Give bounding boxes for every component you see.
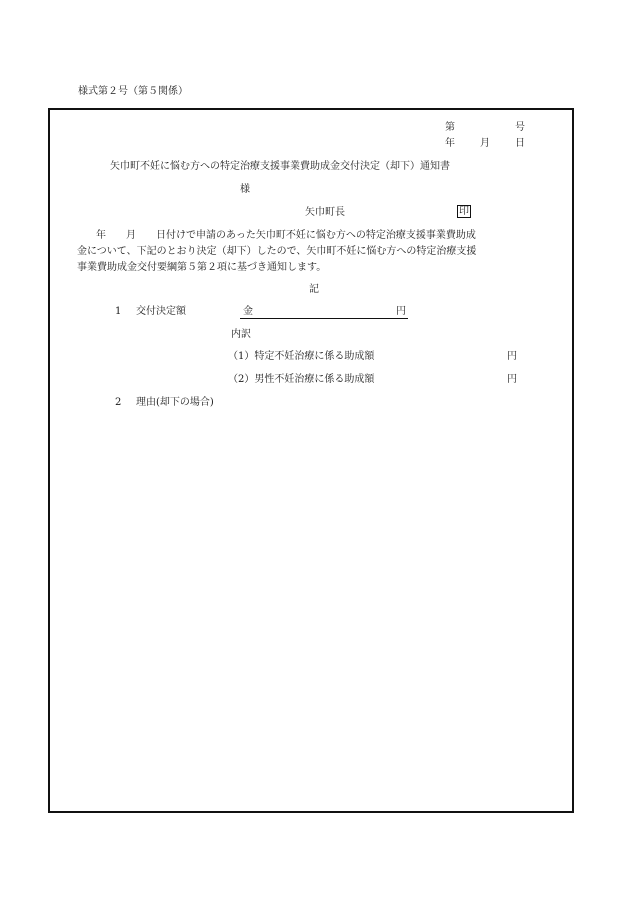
addressee-suffix: 様 [240, 184, 250, 195]
item1-label: 交付決定額 [136, 306, 186, 317]
day-label: 日 [515, 138, 525, 149]
breakdown-label: 内訳 [231, 329, 251, 340]
seal-mark: 印 [459, 206, 469, 217]
notice-body [77, 228, 557, 276]
year-label: 年 [445, 138, 455, 149]
item2-label: 理由(却下の場合) [136, 397, 214, 408]
kin-label: 金 [243, 306, 253, 317]
ki-heading: 記 [309, 284, 319, 295]
en-label: 円 [396, 306, 406, 317]
document-title: 矢巾町不妊に悩む方への特定治療支援事業費助成金交付決定（却下）通知書 [110, 161, 450, 172]
number-suffix: 号 [515, 122, 525, 133]
body-line-1: 年 月 日付けで申請のあった矢巾町不妊に悩む方への特定治療支援事業費助成 [96, 230, 476, 241]
amount-field [240, 304, 408, 319]
form-number-label: 様式第２号（第５関係） [78, 86, 188, 97]
sub1-unit: 円 [507, 351, 517, 362]
sub1-label: （1）特定不妊治療に係る助成額 [228, 351, 375, 362]
item1-number: 1 [115, 306, 122, 317]
month-label: 月 [480, 138, 490, 149]
sub2-unit: 円 [507, 374, 517, 385]
number-prefix: 第 [445, 122, 455, 133]
body-line-2: 金について、下記のとおり決定（却下）したので、矢巾町不妊に悩む方への特定治療支援 [77, 246, 477, 257]
sub2-label: （2）男性不妊治療に係る助成額 [228, 374, 375, 385]
body-line-3: 事業費助成金交付要綱第５第２項に基づき通知します。 [77, 262, 327, 273]
issuer-name: 矢巾町長 [305, 207, 345, 218]
item2-number: 2 [115, 397, 122, 408]
